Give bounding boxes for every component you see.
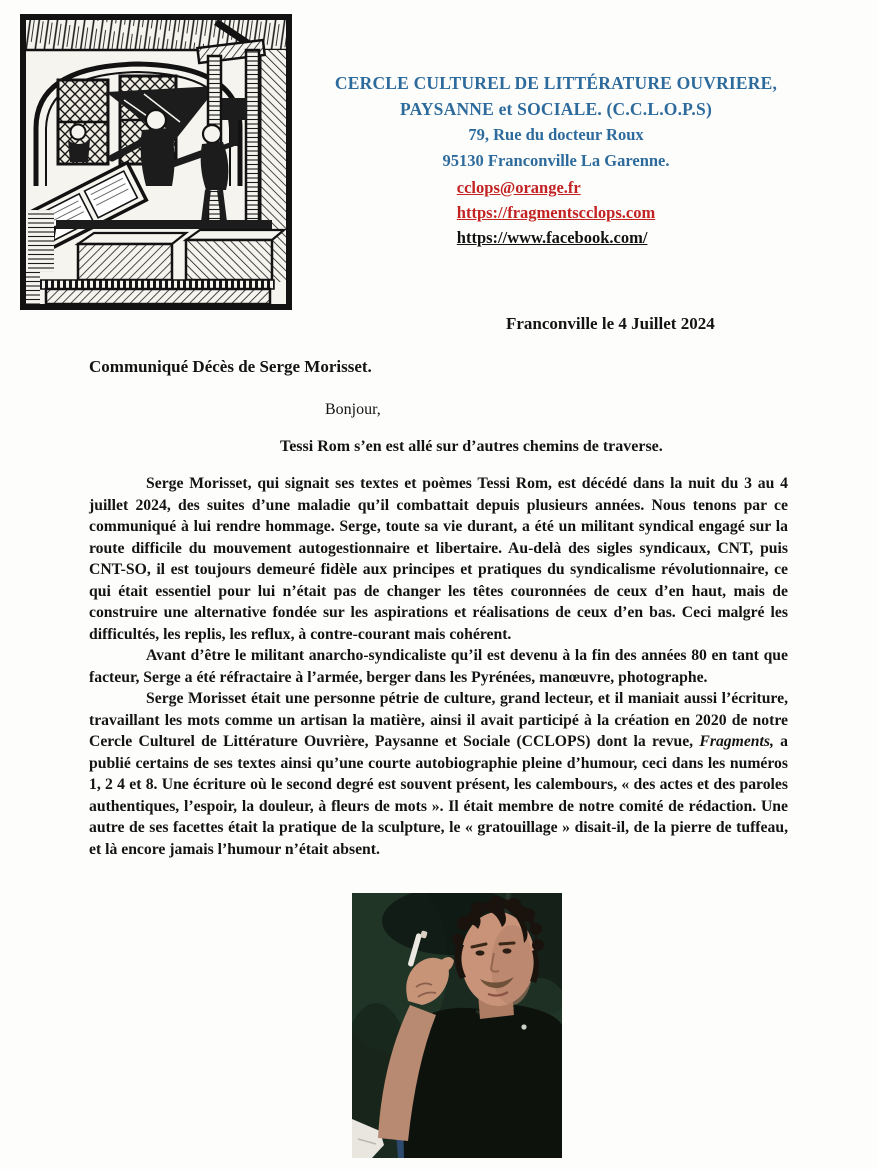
paragraph-3-text-continued: a publié certains de ses textes ainsi qu’une courte autobiographie pleine d’humour, ceci dans les numéros 1, 2 4 et 8. Une écriture où le second degré est souvent présent, les calembours, « des actes et des paroles authentiques, l’espoir, la douleur, à fleurs de mots ». Il était membre de notre comité de rédaction. Une autre de ses facettes était la pratique de la sculpture, le « gratouillage » disait-il, de la pierre de tuffeau, et là encore jamais l’humour n’était absent. bbox=[89, 733, 789, 858]
org-address-city: 95130 Franconville La Garenne. bbox=[442, 151, 670, 170]
org-address-street: 79, Rue du docteur Roux bbox=[468, 125, 644, 144]
letter-body bbox=[89, 473, 788, 860]
org-links bbox=[457, 175, 655, 250]
org-name-line2: PAYSANNE et SOCIALE. (C.C.L.O.P.S) bbox=[400, 99, 712, 119]
facebook-link[interactable]: https://www.facebook.com/ bbox=[456, 228, 648, 247]
greeting: Bonjour, bbox=[325, 401, 381, 418]
email-link[interactable]: cclops@orange.fr bbox=[456, 178, 581, 197]
woodcut-graphic bbox=[20, 14, 292, 310]
portrait-graphic bbox=[352, 893, 562, 1158]
revue-title-fragments: Fragments, bbox=[699, 733, 774, 750]
portrait-photo bbox=[352, 893, 562, 1158]
website-link[interactable]: https://fragmentscclops.com bbox=[456, 203, 656, 222]
subject-line: Communiqué Décès de Serge Morisset. bbox=[89, 357, 372, 376]
date-line: Franconville le 4 Juillet 2024 bbox=[506, 314, 715, 333]
headline: Tessi Rom s’en est allé sur d’autres chemins de traverse. bbox=[280, 438, 663, 455]
paragraph-3 bbox=[89, 688, 788, 860]
letterhead bbox=[298, 70, 814, 252]
paragraph-2: Avant d’être le militant anarcho-syndicaliste qu’il est devenu à la fin des années 80 en tant que facteur, Serge a été réfractaire à l’armée, berger dans les Pyrénées, manœuvre, photographe. bbox=[89, 647, 788, 686]
printing-press-woodcut-image bbox=[20, 14, 292, 310]
paragraph-3-text: Serge Morisset était une personne pétrie de culture, grand lecteur, et il maniait aussi l’écriture, travaillant les mots comme un artisan la matière, ainsi il avait participé à la création en 2020 de notre Cercle Culturel de Littérature Ouvrière, Paysanne et Sociale (CCLOPS) dont la revue, bbox=[89, 690, 788, 750]
paragraph-1: Serge Morisset, qui signait ses textes et poèmes Tessi Rom, est décédé dans la nuit du 3 au 4 juillet 2024, des suites d’une maladie qu’il combattait depuis plusieurs années. Nous tenons par ce communiqué à lui rendre hommage. Serge, toute sa vie durant, a été un militant syndical engagé sur la route difficile du mouvement autogestionnaire et libertaire. Au-delà des sigles syndicaux, CNT, puis CNT-SO, il est toujours demeuré fidèle aux principes et pratiques du syndicalisme révolutionnaire, ce qui était essentiel pour lui n’était pas de changer les têtes couronnées de ceux d’en haut, mais de construire une alternative fondée sur les aspirations et réalisations de ceux d’en bas. Ceci malgré les difficultés, les replis, les reflux, à contre-courant mais cohérent. bbox=[89, 475, 788, 643]
org-name-line1: CERCLE CULTUREL DE LITTÉRATURE OUVRIERE, bbox=[334, 73, 778, 93]
